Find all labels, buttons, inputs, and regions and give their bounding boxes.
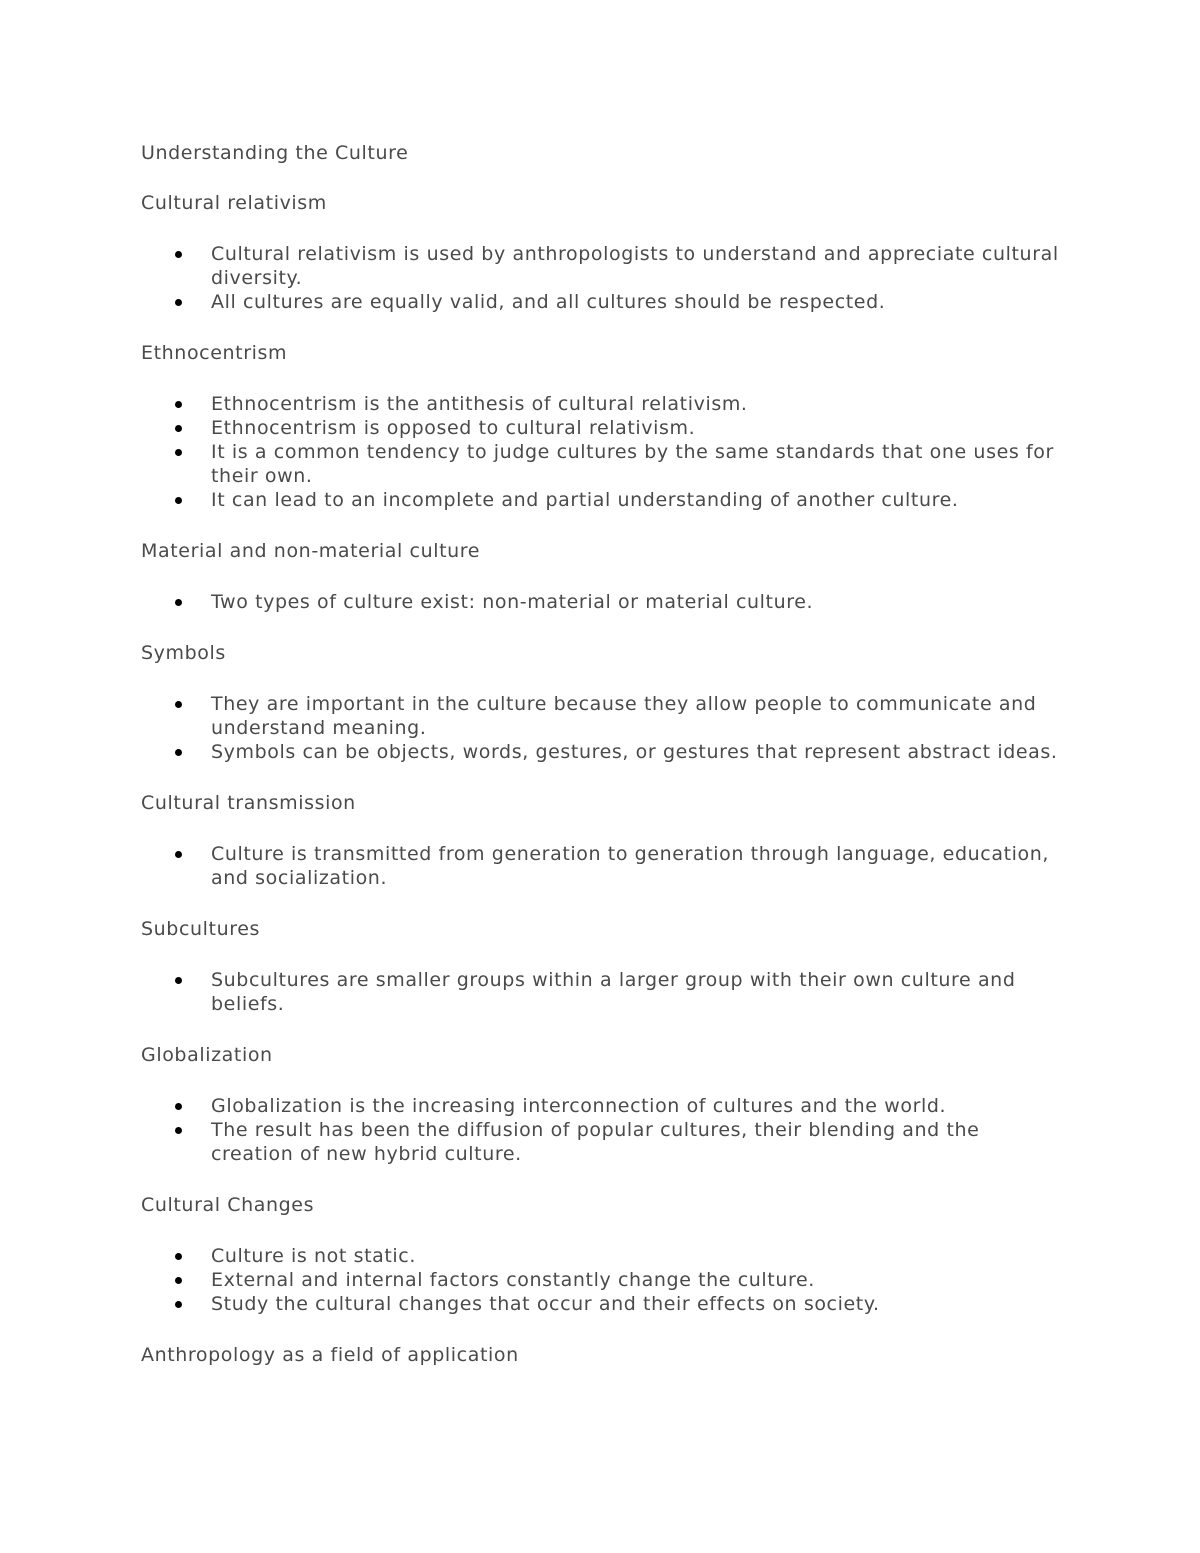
bullet-dot-icon [175,251,182,258]
section-heading: Symbols [141,642,226,664]
bullet-dot-icon [175,1277,182,1284]
list-item [141,968,1061,1016]
list-item [141,1292,1061,1316]
list-item [141,692,1061,740]
bullet-text: Subcultures are smaller groups within a larger group with their own culture and beliefs. [211,969,1016,1015]
section-heading: Subcultures [141,918,261,940]
section [141,1193,1061,1316]
list-item [141,416,1061,440]
list-item [141,740,1061,764]
bullet-list [141,1094,1061,1166]
sections-container [141,191,1061,1316]
section [141,641,1061,764]
bullet-text: The result has been the diffusion of popular cultures, their blending and the creation of new hybrid culture. [211,1119,980,1165]
bullet-text: Two types of culture exist: non-material or material culture. [211,591,814,613]
section-heading: Globalization [141,1044,273,1066]
bullet-dot-icon [175,1127,182,1134]
bullet-text: Symbols can be objects, words, gestures, or gestures that represent abstract ideas. [211,741,1058,763]
bullet-dot-icon [175,299,182,306]
section [141,1043,1061,1166]
list-item [141,392,1061,416]
document-title: Understanding the Culture [141,142,409,164]
list-item [141,1118,1061,1166]
list-item [141,440,1061,488]
list-item [141,590,1061,614]
list-item [141,290,1061,314]
section [141,191,1061,314]
bullet-list [141,1244,1061,1316]
section-heading: Material and non-material culture [141,540,481,562]
list-item [141,1094,1061,1118]
section-heading: Cultural Changes [141,1194,315,1216]
section [141,791,1061,890]
bullet-text: Culture is transmitted from generation to generation through language, education, and socialization. [211,843,1049,889]
bullet-text: It can lead to an incomplete and partial understanding of another culture. [211,489,959,511]
list-item [141,242,1061,290]
section-heading: Cultural relativism [141,192,327,214]
list-item [141,1268,1061,1292]
bullet-dot-icon [175,599,182,606]
bullet-text: It is a common tendency to judge cultures by the same standards that one uses for their own. [211,441,1054,487]
bullet-dot-icon [175,449,182,456]
bullet-list [141,392,1061,512]
section-heading: Ethnocentrism [141,342,288,364]
bullet-dot-icon [175,851,182,858]
bullet-dot-icon [175,701,182,708]
bullet-list [141,842,1061,890]
bullet-text: Cultural relativism is used by anthropologists to understand and appreciate cultural diversity. [211,243,1059,289]
document-body [141,141,1061,1367]
bullet-dot-icon [175,401,182,408]
bullet-text: They are important in the culture because they allow people to communicate and understand meaning. [211,693,1037,739]
bullet-dot-icon [175,1253,182,1260]
bullet-text: All cultures are equally valid, and all cultures should be respected. [211,291,886,313]
bullet-dot-icon [175,977,182,984]
bullet-dot-icon [175,1301,182,1308]
section-heading: Cultural transmission [141,792,356,814]
bullet-list [141,692,1061,764]
bullet-list [141,590,1061,614]
bullet-list [141,968,1061,1016]
list-item [141,488,1061,512]
bullet-dot-icon [175,425,182,432]
bullet-list [141,242,1061,314]
section-heading-anthropology-application: Anthropology as a field of application [141,1344,519,1366]
bullet-text: Study the cultural changes that occur and their effects on society. [211,1293,880,1315]
list-item [141,842,1061,890]
section [141,917,1061,1016]
bullet-text: Culture is not static. [211,1245,416,1267]
bullet-text: External and internal factors constantly change the culture. [211,1269,815,1291]
bullet-dot-icon [175,1103,182,1110]
bullet-text: Ethnocentrism is opposed to cultural relativism. [211,417,696,439]
section [141,539,1061,614]
section [141,341,1061,512]
bullet-dot-icon [175,497,182,504]
bullet-dot-icon [175,749,182,756]
list-item [141,1244,1061,1268]
bullet-text: Ethnocentrism is the antithesis of cultural relativism. [211,393,748,415]
bullet-text: Globalization is the increasing interconnection of cultures and the world. [211,1095,947,1117]
